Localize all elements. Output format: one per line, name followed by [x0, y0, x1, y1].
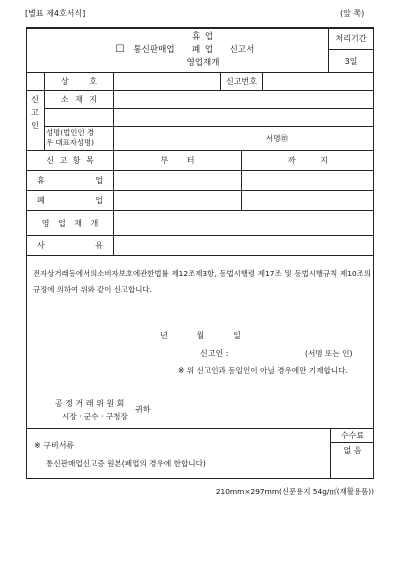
recipient-line2: 시장 · 군수 · 구청장	[62, 412, 128, 421]
title-checkbox[interactable]: ☐	[115, 43, 125, 55]
declaration-text: 전자상거래등에서의소비자보호에관한법률 제12조제3항, 동법시행령 제17조 및 동법시행규칙 제10조의 규정에 의하여 위와 같이 신고합니다.	[33, 269, 371, 294]
resumption-label: 영 업 재 개	[41, 218, 99, 228]
suspension-label: 휴 업	[37, 176, 103, 185]
attachments-title: ※ 구비서류	[34, 441, 75, 450]
recipient-honorific: 귀하	[135, 405, 151, 414]
reporter-label: 신고인 :	[200, 349, 229, 358]
fee-label: 수수료	[340, 431, 365, 440]
representative-name-field[interactable]	[114, 127, 264, 150]
closure-from-field[interactable]	[114, 191, 241, 210]
paper-spec: 210mm×297mm(신문용지 54g/㎡(재활용품))	[215, 487, 374, 496]
reporter-sign: (서명 또는 인)	[305, 349, 353, 358]
trade-name-field[interactable]	[114, 73, 220, 90]
resumption-field[interactable]	[114, 211, 374, 235]
title-option-suspension: 휴 업	[191, 31, 215, 42]
title-suffix: 신고서	[229, 45, 255, 55]
proxy-note: ※ 위 신고인과 동일인이 아닐 경우에만 기재합니다.	[178, 366, 348, 375]
report-number-field[interactable]	[263, 73, 374, 90]
blank-applicant-row[interactable]	[45, 109, 374, 126]
page-side: (앞 쪽)	[340, 9, 365, 18]
closure-label: 폐 업	[37, 196, 103, 205]
title-option-resumption: 영업재개	[186, 57, 220, 68]
to-label: 까 지	[288, 156, 328, 165]
attachments-item: 통신판매업신고증 원본(폐업의 경우에 한합니다)	[46, 459, 206, 468]
date-day[interactable]: 일	[233, 331, 241, 340]
address-field[interactable]	[114, 91, 374, 108]
signature-mark: 서명㊞	[265, 134, 289, 143]
closure-to-field[interactable]	[242, 191, 374, 210]
form-number: [별표 제4호서식]	[25, 9, 86, 18]
fee-value: 없 음	[343, 445, 362, 455]
reason-field[interactable]	[114, 236, 374, 255]
reason-label: 사 유	[37, 241, 103, 250]
trade-name-label: 상 호	[61, 77, 97, 86]
date-month[interactable]: 월	[196, 331, 205, 340]
date-line	[160, 330, 253, 341]
title-prefix: 통신판매업	[133, 45, 175, 55]
date-year[interactable]: 년	[160, 331, 168, 340]
from-label: 부 터	[160, 156, 195, 165]
report-number-label: 신고번호	[226, 77, 257, 86]
report-items-label: 신 고 항 목	[46, 156, 94, 165]
recipient-line1: 공 정 거 래 위 원 회	[55, 399, 125, 408]
suspension-from-field[interactable]	[114, 171, 241, 190]
processing-period-value: 3일	[344, 56, 358, 66]
processing-period-label: 처리기간	[335, 34, 367, 43]
title-option-closure: 폐 업	[191, 45, 215, 55]
representative-name-label: 성명(법인인 경 우 대표자성명)	[46, 128, 95, 147]
address-label: 소 재 지	[60, 95, 98, 104]
suspension-to-field[interactable]	[242, 171, 374, 190]
applicant-side-label: 신 고 인	[31, 95, 39, 130]
